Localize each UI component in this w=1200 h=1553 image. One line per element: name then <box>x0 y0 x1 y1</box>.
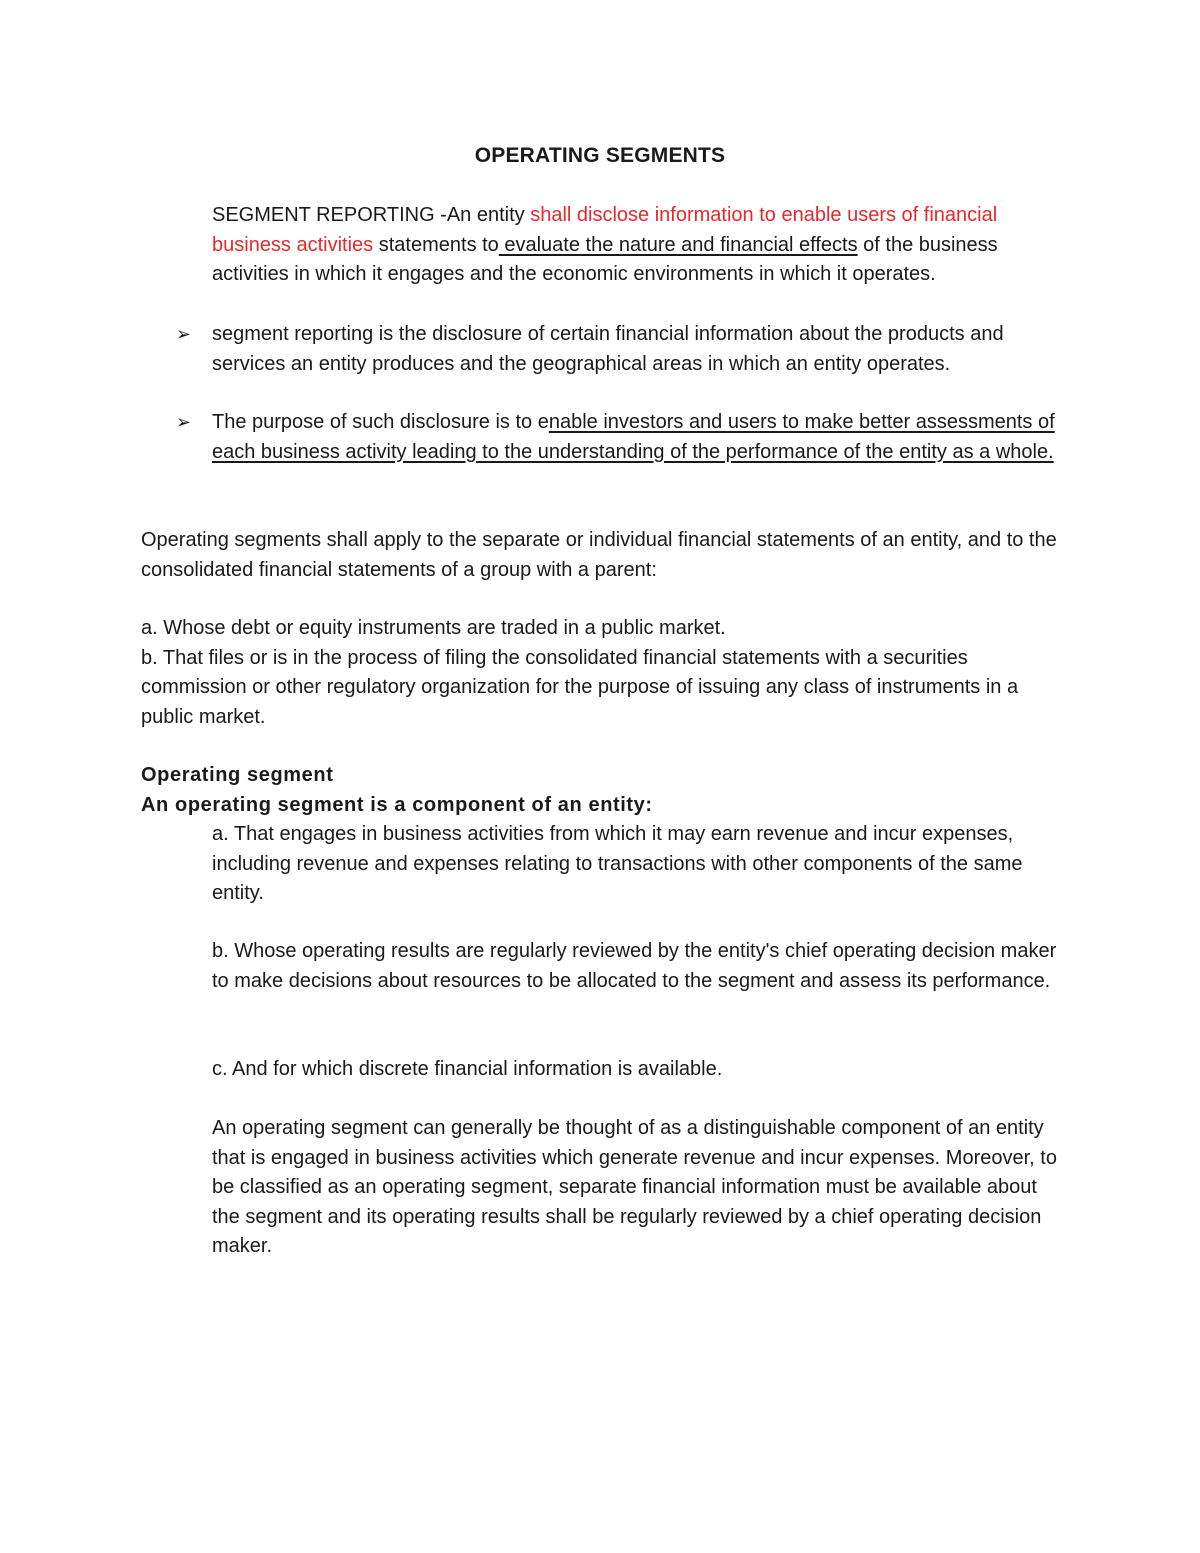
intro-underlined: evaluate the nature and financial effects <box>498 233 858 256</box>
bullet-lead: The purpose of such disclosure is to e <box>212 411 549 433</box>
list-item: b. Whose operating results are regularly reviewed by the entity's chief operating decision maker to make decisions about resources to be allocated to the segment and assess its performance. <box>212 940 1057 992</box>
arrow-bullet-icon: ➢ <box>176 412 192 433</box>
component-list <box>212 1055 1062 1085</box>
list-item: b. That files or is in the process of filing the consolidated financial statements with a securities commission or other regulatory organization for the purpose of issuing any class of instruments in a public market. <box>141 646 1019 728</box>
intro-highlight: shall disclose information to enable users of financial business activities <box>212 204 998 256</box>
intro-paragraph <box>212 201 1072 290</box>
intro-mid: statements to <box>373 233 499 256</box>
apply-list <box>141 614 1061 732</box>
list-item: a. Whose debt or equity instruments are traded in a public market. <box>141 617 726 639</box>
intro-lead: SEGMENT REPORTING -An entity <box>212 204 531 226</box>
bullet-item <box>212 320 1062 379</box>
bullet-item <box>212 408 1062 467</box>
apply-paragraph: Operating segments shall apply to the separate or individual financial statements of an entity, and to the consolidated financial statements of a group with a parent: <box>141 529 1057 581</box>
bullet-underlined: nable investors and users to make better assessments of each business activity leading to the understanding of the performance of the entity as a whole. <box>212 411 1055 463</box>
component-list <box>212 937 1062 996</box>
section-subheading: An operating segment is a component of an entity: <box>141 794 653 816</box>
closing-paragraph: An operating segment can generally be thought of as a distinguishable component of an entity that is engaged in business activities which generate revenue and incur expenses. Moreover, to be classified as an operating segment, separate financial information must be available about the segment and its operating results shall be regularly reviewed by a chief operating decision maker. <box>212 1117 1057 1258</box>
arrow-bullet-icon: ➢ <box>176 324 192 345</box>
page-title: OPERATING SEGMENTS <box>474 144 726 167</box>
section-heading: Operating segment <box>141 764 334 786</box>
component-list <box>212 820 1062 909</box>
list-item: a. That engages in business activities from which it may earn revenue and incur expenses, including revenue and expenses relating to transactions with other components of the same entity. <box>212 823 1023 905</box>
list-item: c. And for which discrete financial information is available. <box>212 1058 723 1080</box>
intro-tail: of the business activities in which it engages and the economic environments in which it operates. <box>212 233 998 286</box>
bullet-text: segment reporting is the disclosure of certain financial information about the products and services an entity produces and the geographical areas in which an entity operates. <box>212 323 1004 375</box>
